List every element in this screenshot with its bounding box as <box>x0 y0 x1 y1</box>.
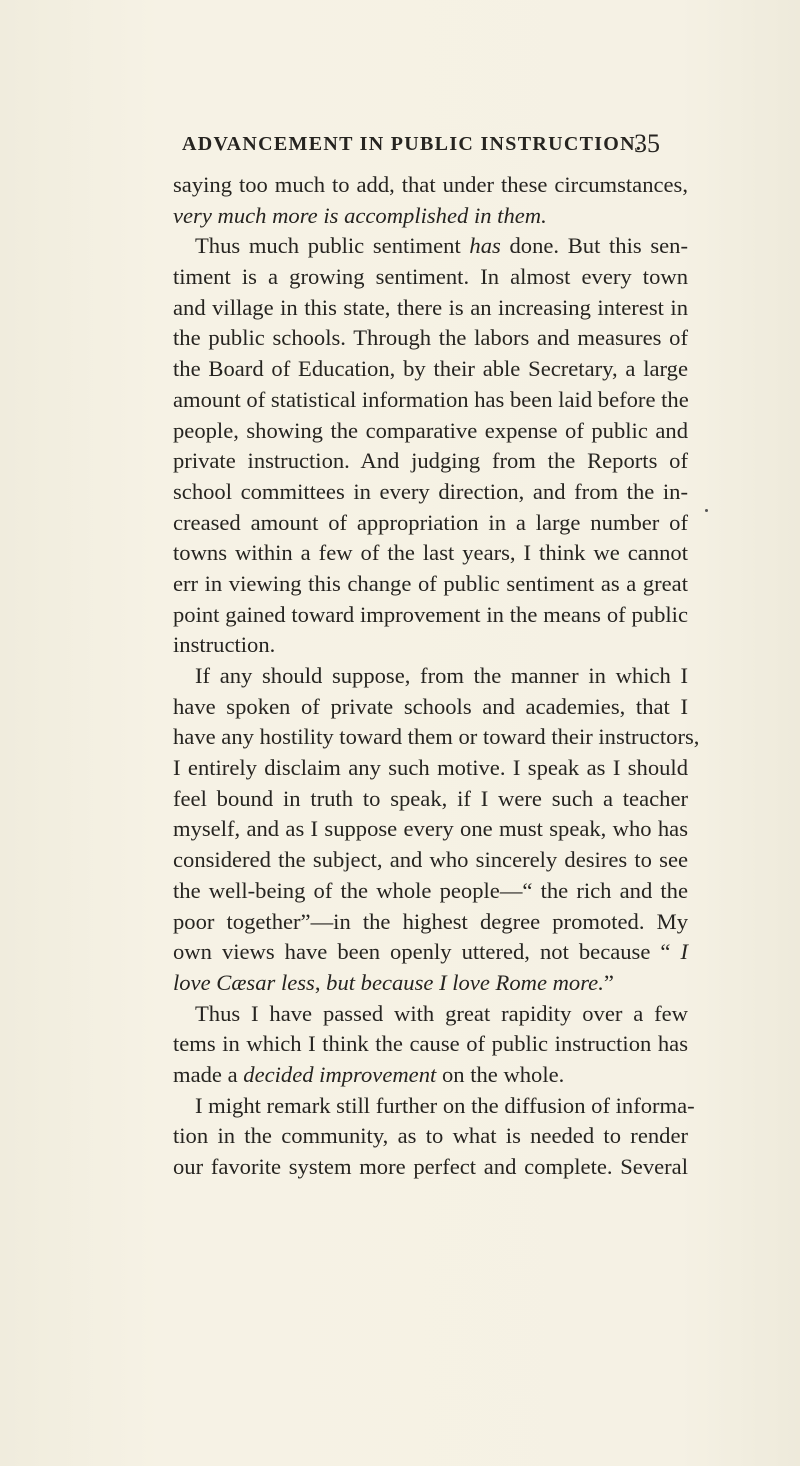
text-line: have any hostility toward them or toward their instructors, <box>173 724 700 750</box>
margin-mark <box>705 509 708 512</box>
text-run: on the whole. <box>436 1061 565 1087</box>
italic-text: love Cæsar less <box>173 969 315 995</box>
body-text <box>173 170 700 1183</box>
italic-text: has <box>469 233 501 259</box>
text-line: the public schools. Through the labors and measures of <box>173 325 688 351</box>
text-run: made a <box>173 1061 244 1087</box>
text-line: have spoken of private schools and academies, that I <box>173 693 688 719</box>
text-line: Thus I have passed with great rapidity over a few <box>195 1000 688 1026</box>
text-line: instruction. <box>173 632 276 658</box>
page-number: 35 <box>634 129 660 158</box>
text-line: and village in this state, there is an increasing interest in <box>173 294 688 320</box>
text-line: the well-being of the whole people—“ the rich and the <box>173 877 688 903</box>
text-line: creased amount of appropriation in a large number of <box>173 509 688 535</box>
text-line: school committees in every direction, and from the in- <box>173 478 688 504</box>
text-line: amount of statistical information has been laid before the <box>173 386 689 412</box>
text-line: timent is a growing sentiment. In almost every town <box>173 264 688 290</box>
text-run: ” <box>603 969 614 995</box>
text-line <box>173 937 688 968</box>
italic-text: I <box>680 939 688 965</box>
text-line: our favorite system more perfect and complete. Several <box>173 1154 688 1179</box>
text-line: tems in which I think the cause of public instruction has <box>173 1031 688 1057</box>
text-line: towns within a few of the last years, I think we cannot <box>173 540 688 566</box>
text-line: I might remark still further on the diffusion of informa- <box>195 1092 695 1118</box>
text-line: saying too much to add, that under these circumstances, <box>173 172 688 197</box>
italic-text: decided improvement <box>243 1061 437 1087</box>
running-head: ADVANCEMENT IN PUBLIC INSTRUCTION. <box>182 133 643 155</box>
page-header <box>182 129 702 163</box>
text-line: people, showing the comparative expense of public and <box>173 417 688 443</box>
text-line <box>173 1060 688 1091</box>
text-line: err in viewing this change of public sentiment as a great <box>173 570 688 596</box>
text-run: own views have been openly uttered, not because “ <box>173 939 681 965</box>
text-run: Thus much public sentiment <box>195 233 470 259</box>
text-line: If any should suppose, from the manner in which I <box>195 663 688 688</box>
text-run: , <box>314 969 327 995</box>
text-line: point gained toward improvement in the means of public <box>173 601 688 627</box>
text-line: considered the subject, and who sincerely desires to see <box>173 847 688 873</box>
italic-text: but because I love Rome more. <box>326 969 604 995</box>
text-line <box>173 201 688 232</box>
text-line <box>173 231 688 262</box>
text-run: done. But this sen- <box>500 233 688 259</box>
text-line: tion in the community, as to what is needed to render <box>173 1123 688 1149</box>
text-line: the Board of Education, by their able Secretary, a large <box>173 356 688 382</box>
text-line <box>173 968 688 999</box>
text-line: I entirely disclaim any such motive. I speak as I should <box>173 755 688 781</box>
text-line: poor together”—in the highest degree promoted. My <box>173 908 688 934</box>
italic-text: very much more is accomplished in them. <box>173 202 547 228</box>
text-line: myself, and as I suppose every one must speak, who has <box>173 816 688 842</box>
text-line: private instruction. And judging from the Reports of <box>173 448 688 474</box>
text-line: feel bound in truth to speak, if I were such a teacher <box>173 785 688 811</box>
